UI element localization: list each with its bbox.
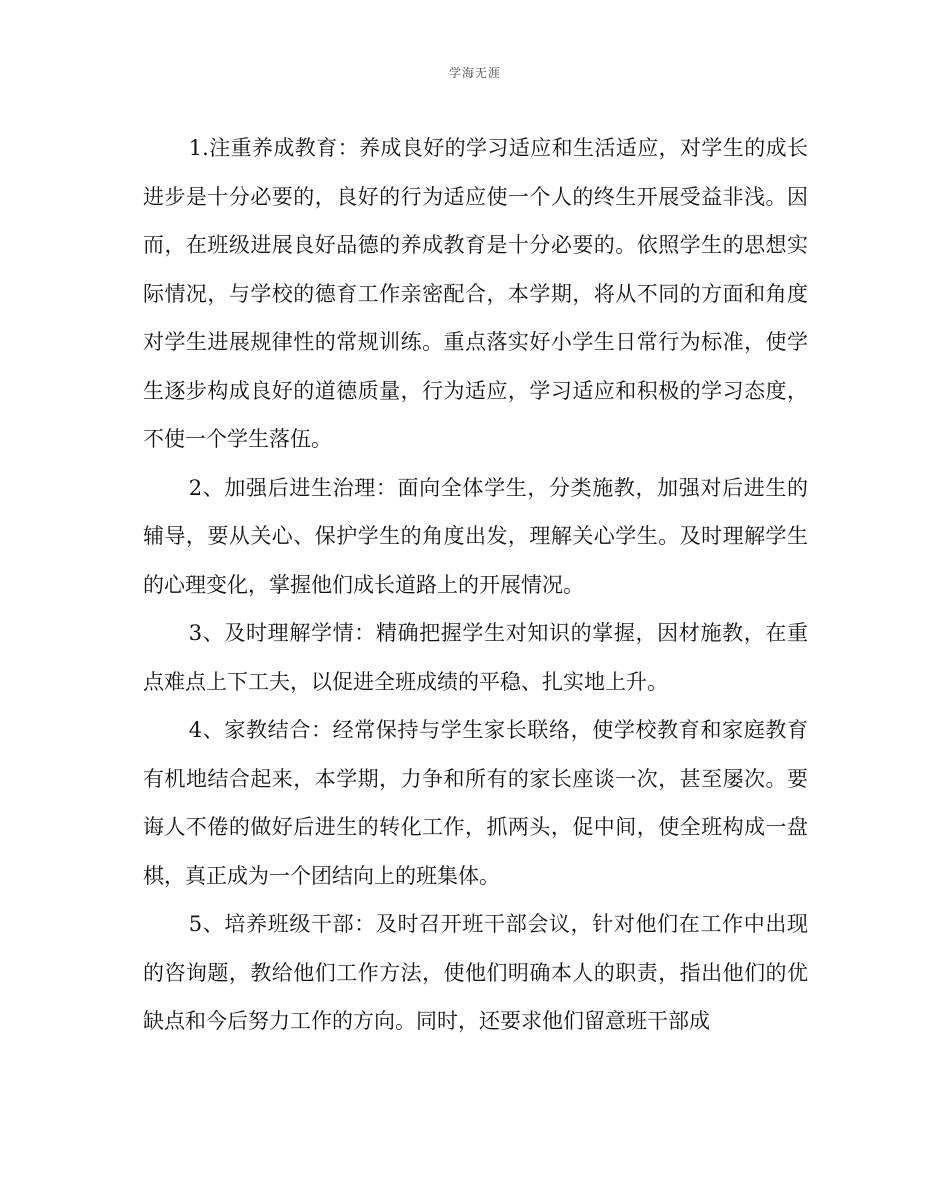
paragraph-1: 1.注重养成教育：养成良好的学习适应和生活适应，对学生的成长进步是十分必要的，良好的行为适应使一个人的终生开展受益非浅。因而，在班级进展良好品德的养成教育是十分必要的。依照学生的思想实际情况，与学校的德育工作亲密配合，本学期，将从不同的方面和角度对学生进展规律性的常规训练。重点落实好小学生日常行为标准，使学生逐步构成良好的道德质量，行为适应，学习适应和积极的学习态度，不使一个学生落伍。 <box>143 136 808 451</box>
paragraph-5: 5、培养班级干部：及时召开班干部会议，针对他们在工作中出现的咨询题，教给他们工作方法，使他们明确本人的职责，指出他们的优缺点和今后努力工作的方向。同时，还要求他们留意班干部成 <box>143 912 808 1033</box>
paragraph-4: 4、家教结合：经常保持与学生家长联络，使学校教育和家庭教育有机地结合起来，本学期，力争和所有的家长座谈一次，甚至屡次。要诲人不倦的做好后进生的转化工作，抓两头，促中间，使全班构成一盘棋，真正成为一个团结向上的班集体。 <box>143 718 808 888</box>
page-header: 学海无涯 <box>448 66 501 80</box>
paragraph-3: 3、及时理解学情：精确把握学生对知识的掌握，因材施教，在重点难点上下工夫，以促进全班成绩的平稳、扎实地上升。 <box>143 621 808 694</box>
document-body <box>143 124 808 1046</box>
paragraph-2: 2、加强后进生治理：面向全体学生，分类施教，加强对后进生的辅导，要从关心、保护学生的角度出发，理解关心学生。及时理解学生的心理变化，掌握他们成长道路上的开展情况。 <box>143 475 808 597</box>
